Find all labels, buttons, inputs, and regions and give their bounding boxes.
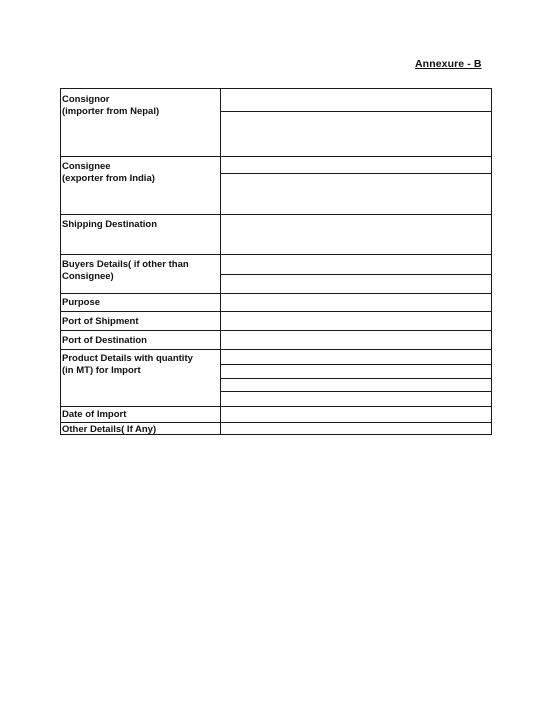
- row-divider: [61, 214, 491, 215]
- column-divider: [220, 89, 221, 434]
- consignee-label: Consignee (exporter from India): [62, 161, 155, 184]
- row-divider: [61, 156, 491, 157]
- value-line: [220, 173, 491, 174]
- value-line: [220, 111, 491, 112]
- date-of-import-label: Date of Import: [62, 409, 127, 420]
- value-line: [220, 391, 491, 392]
- annexure-form-table: [60, 88, 492, 435]
- value-line: [220, 378, 491, 379]
- value-line: [220, 364, 491, 365]
- row-divider: [61, 293, 491, 294]
- consignor-label: Consignor (importer from Nepal): [62, 94, 160, 117]
- row-divider: [61, 406, 491, 407]
- shipping-destination-label: Shipping Destination: [62, 219, 157, 230]
- row-divider: [61, 330, 491, 331]
- value-line: [220, 274, 491, 275]
- row-divider: [61, 311, 491, 312]
- port-of-destination-label: Port of Destination: [62, 335, 147, 346]
- annexure-title: Annexure - B: [415, 58, 482, 70]
- row-divider: [61, 254, 491, 255]
- buyers-details-label: Buyers Details( if other than Consignee): [62, 259, 189, 282]
- purpose-label: Purpose: [62, 297, 101, 308]
- port-of-shipment-label: Port of Shipment: [62, 316, 139, 327]
- row-divider: [61, 422, 491, 423]
- other-details-label: Other Details( If Any): [62, 424, 157, 435]
- row-divider: [61, 349, 491, 350]
- product-details-label: Product Details with quantity (in MT) for Import: [62, 353, 193, 376]
